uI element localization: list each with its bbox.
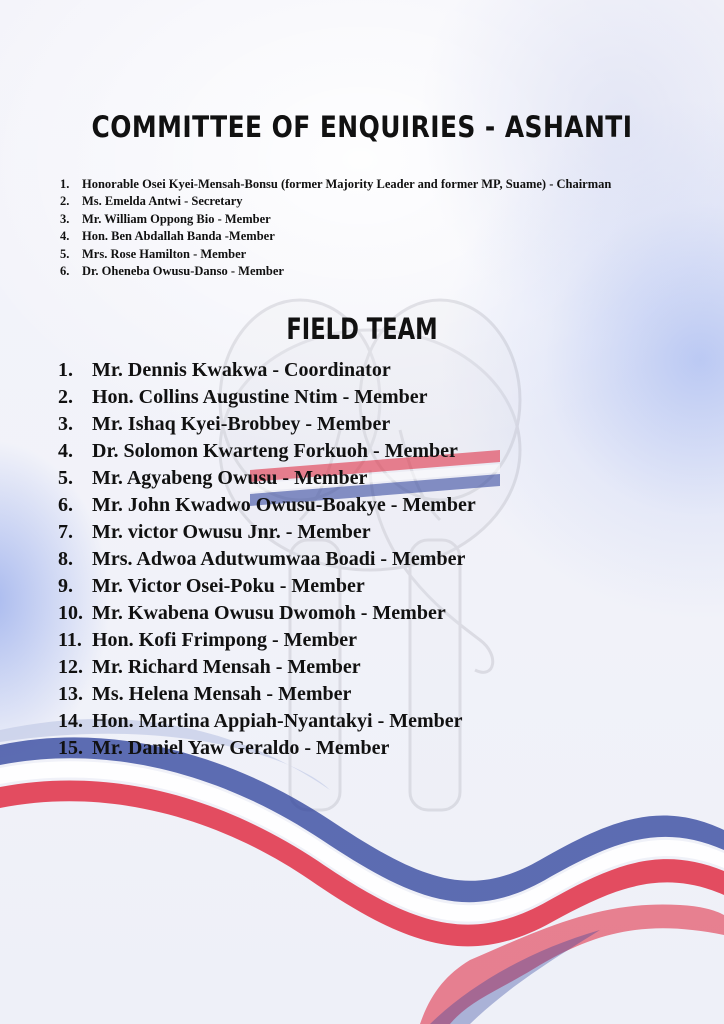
list-item	[58, 492, 688, 519]
field-team-member-list	[58, 357, 688, 762]
member-text: Mr. Victor Osei-Poku - Member	[92, 575, 365, 597]
member-text: Mr. Daniel Yaw Geraldo - Member	[92, 737, 390, 759]
list-item	[58, 193, 688, 210]
list-item	[58, 708, 688, 735]
list-item	[58, 600, 688, 627]
member-text: Mr. Richard Mensah - Member	[92, 656, 361, 678]
member-text: Mr. Ishaq Kyei-Brobbey - Member	[92, 413, 391, 435]
item-number: 12.	[58, 656, 83, 678]
list-item	[58, 263, 688, 280]
list-item	[58, 211, 688, 228]
item-number: 11.	[58, 629, 82, 651]
list-item	[58, 411, 688, 438]
item-number: 9.	[58, 575, 73, 597]
item-number: 1.	[60, 177, 70, 191]
member-text: Mr. Kwabena Owusu Dwomoh - Member	[92, 602, 446, 624]
item-number: 5.	[58, 467, 73, 489]
member-text: Mr. William Oppong Bio - Member	[82, 211, 271, 226]
item-number: 8.	[58, 548, 73, 570]
list-item	[58, 228, 688, 245]
field-team-title: FIELD TEAM	[286, 312, 438, 346]
member-text: Mrs. Adwoa Adutwumwaa Boadi - Member	[92, 548, 466, 570]
list-item	[58, 519, 688, 546]
item-number: 4.	[60, 229, 70, 244]
committee-member-list	[58, 176, 688, 280]
item-number: 7.	[58, 521, 73, 543]
member-text: Dr. Oheneba Owusu-Danso - Member	[82, 264, 284, 279]
item-number: 15.	[58, 737, 83, 759]
member-text: Mr. victor Owusu Jnr. - Member	[92, 521, 371, 543]
member-text: Honorable Osei Kyei-Mensah-Bonsu (former Majority Leader and former MP, Suame) - Chairman	[82, 177, 612, 191]
member-text: Mrs. Rose Hamilton - Member	[82, 246, 247, 261]
item-number: 6.	[60, 264, 70, 279]
list-item	[58, 246, 688, 263]
list-item	[58, 384, 688, 411]
list-item	[58, 465, 688, 492]
member-text: Ms. Helena Mensah - Member	[92, 683, 352, 705]
list-item	[58, 573, 688, 600]
item-number: 14.	[58, 710, 83, 732]
list-item	[58, 438, 688, 465]
list-item	[58, 654, 688, 681]
item-number: 3.	[60, 211, 70, 226]
member-text: Mr. Dennis Kwakwa - Coordinator	[92, 359, 391, 381]
member-text: Hon. Martina Appiah-Nyantakyi - Member	[92, 710, 463, 732]
member-text: Mr. Agyabeng Owusu - Member	[92, 467, 368, 489]
item-number: 4.	[58, 440, 73, 462]
flag-ribbon-icon	[0, 719, 724, 1024]
member-text: Dr. Solomon Kwarteng Forkuoh - Member	[92, 440, 458, 462]
member-text: Mr. John Kwadwo Owusu-Boakye - Member	[92, 494, 476, 516]
item-number: 3.	[58, 413, 73, 435]
list-item	[58, 735, 688, 762]
list-item	[58, 627, 688, 654]
list-item	[58, 176, 688, 193]
member-text: Hon. Ben Abdallah Banda -Member	[82, 229, 275, 244]
member-text: Hon. Collins Augustine Ntim - Member	[92, 386, 428, 408]
item-number: 2.	[60, 194, 70, 209]
item-number: 10.	[58, 602, 83, 624]
item-number: 2.	[58, 386, 73, 408]
list-item	[58, 681, 688, 708]
list-item	[58, 357, 688, 384]
item-number: 6.	[58, 494, 73, 516]
member-text: Hon. Kofi Frimpong - Member	[92, 629, 357, 651]
item-number: 5.	[60, 246, 70, 261]
list-item	[58, 546, 688, 573]
item-number: 13.	[58, 683, 83, 705]
member-text: Ms. Emelda Antwi - Secretary	[82, 194, 243, 209]
item-number: 1.	[58, 359, 73, 381]
committee-title: COMMITTEE OF ENQUIRIES - ASHANTI	[91, 110, 633, 144]
